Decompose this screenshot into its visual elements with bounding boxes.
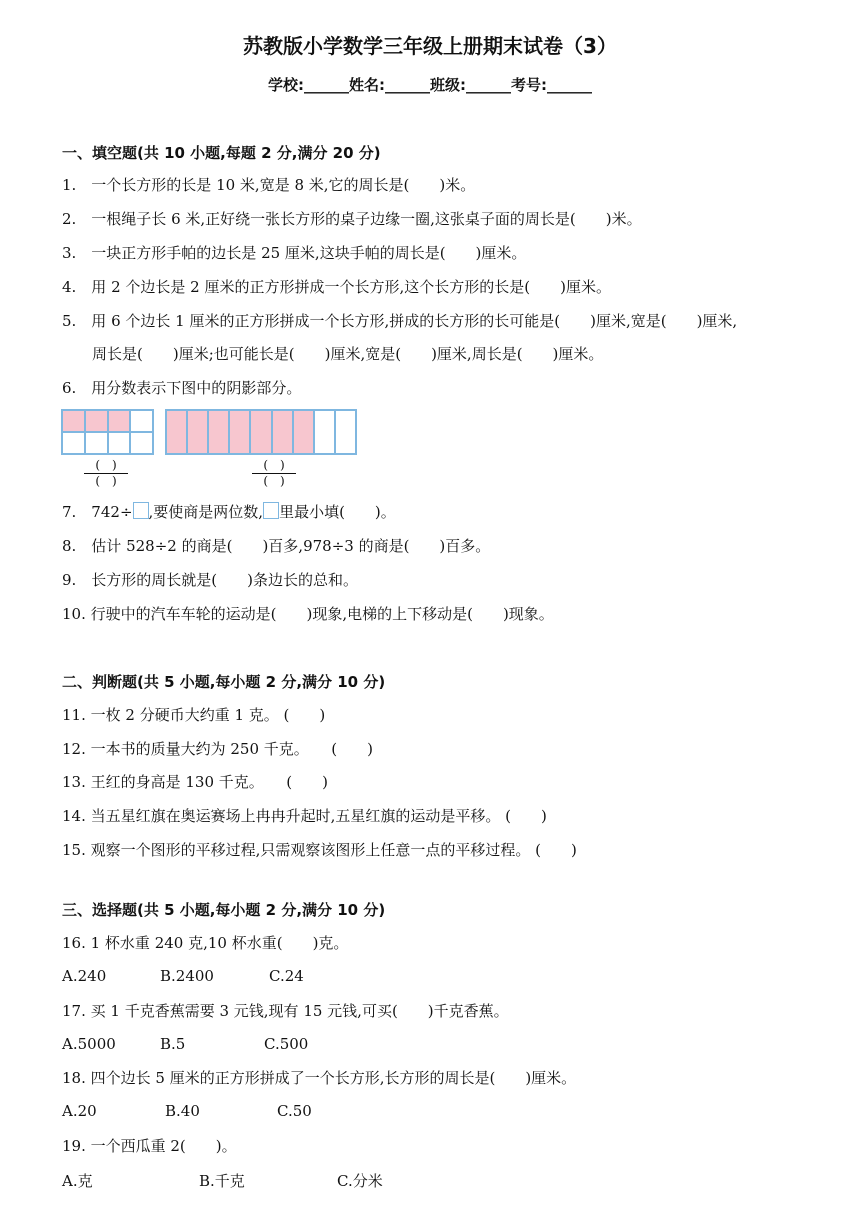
question-2: 2. 一根绳子长 6 米,正好绕一张长方形的桌子边缘一圈,这张桌子面的周长是( )米。: [62, 210, 642, 228]
question-11: 11. 一枚 2 分硬币大约重 1 克。 ( ): [62, 706, 326, 724]
fraction-figure-1: [61, 409, 154, 455]
blank-box: [133, 502, 149, 519]
question-14: 14. 当五星红旗在奥运赛场上冉冉升起时,五星红旗的运动是平移。 ( ): [62, 807, 547, 825]
question-19: 19. 一个西瓜重 2( )。: [62, 1137, 237, 1155]
fraction-figure-2: [165, 409, 357, 455]
option-c: C.50: [277, 1102, 312, 1120]
question-17: 17. 买 1 千克香蕉需要 3 元钱,现有 15 元钱,可买( )千克香蕉。: [62, 1002, 509, 1020]
question-12: 12. 一本书的质量大约为 250 千克。 ( ): [62, 740, 373, 758]
question-7: [62, 502, 396, 522]
question-6: 6. 用分数表示下图中的阴影部分。: [62, 379, 302, 397]
grid-cell-shaded: [293, 410, 314, 454]
page-title: 苏教版小学数学三年级上册期末试卷（3）: [243, 34, 617, 58]
question-7-part-2: ,要使商是两位数,: [148, 503, 264, 521]
grid-cell-shaded: [108, 410, 131, 432]
option-c: C.24: [269, 967, 304, 985]
question-15: 15. 观察一个图形的平移过程,只需观察该图形上任意一点的平移过程。 ( ): [62, 841, 577, 859]
fraction-answer-2: [252, 459, 296, 488]
grid-cell: [130, 432, 153, 454]
grid-cell-shaded: [166, 410, 187, 454]
question-7-part-3: 里最小填( )。: [279, 503, 396, 521]
question-16: 16. 1 杯水重 240 克,10 杯水重( )克。: [62, 934, 349, 952]
question-18: 18. 四个边长 5 厘米的正方形拼成了一个长方形,长方形的周长是( )厘米。: [62, 1069, 577, 1087]
blank-box: [263, 502, 279, 519]
option-c: C.500: [264, 1035, 309, 1053]
student-info-line: 学校:______姓名:______班级:______考号:______: [268, 76, 592, 94]
question-8: 8. 估计 528÷2 的商是( )百多,978÷3 的商是( )百多。: [62, 537, 491, 555]
grid-cell-shaded: [272, 410, 293, 454]
question-9: 9. 长方形的周长就是( )条边长的总和。: [62, 571, 359, 589]
question-4: 4. 用 2 个边长是 2 厘米的正方形拼成一个长方形,这个长方形的长是( )厘米。: [62, 278, 611, 296]
grid-cell-shaded: [187, 410, 208, 454]
option-a: A.240: [62, 967, 107, 985]
option-a: A.5000: [62, 1035, 116, 1053]
question-13: 13. 王红的身高是 130 千克。 ( ): [62, 773, 328, 791]
question-1: 1. 一个长方形的长是 10 米,宽是 8 米,它的周长是( )米。: [62, 176, 476, 194]
option-a: A.20: [62, 1102, 97, 1120]
option-c: C.分米: [337, 1172, 383, 1190]
denominator-blank: ( ): [95, 474, 117, 488]
option-a: A.克: [62, 1172, 93, 1190]
grid-cell-shaded: [62, 410, 85, 432]
option-b: B.40: [165, 1102, 200, 1120]
grid-cell-shaded: [208, 410, 229, 454]
grid-cell: [130, 410, 153, 432]
fraction-answer-1: [84, 459, 128, 488]
grid-cell: [108, 432, 131, 454]
grid-cell: [85, 432, 108, 454]
grid-cell: [62, 432, 85, 454]
section-3-heading: 三、选择题(共 5 小题,每小题 2 分,满分 10 分): [62, 901, 386, 919]
grid-cell-shaded: [85, 410, 108, 432]
grid-cell: [314, 410, 335, 454]
grid-cell-shaded: [250, 410, 271, 454]
question-10: 10. 行驶中的汽车车轮的运动是( )现象,电梯的上下移动是( )现象。: [62, 605, 554, 623]
numerator-blank: ( ): [95, 458, 117, 472]
question-5-line-2: 周长是( )厘米;也可能长是( )厘米,宽是( )厘米,周长是( )厘米。: [92, 345, 604, 363]
grid-cell-shaded: [229, 410, 250, 454]
denominator-blank: ( ): [263, 474, 285, 488]
option-b: B.千克: [199, 1172, 245, 1190]
question-3: 3. 一块正方形手帕的边长是 25 厘米,这块手帕的周长是( )厘米。: [62, 244, 527, 262]
numerator-blank: ( ): [263, 458, 285, 472]
question-5-line-1: 5. 用 6 个边长 1 厘米的正方形拼成一个长方形,拼成的长方形的长可能是( )厘米,宽是( )厘米,: [62, 312, 738, 330]
grid-cell: [335, 410, 356, 454]
question-7-part-1: 7. 742÷: [62, 503, 133, 521]
option-b: B.5: [160, 1035, 186, 1053]
option-b: B.2400: [160, 967, 214, 985]
section-1-heading: 一、填空题(共 10 小题,每题 2 分,满分 20 分): [62, 144, 381, 162]
section-2-heading: 二、判断题(共 5 小题,每小题 2 分,满分 10 分): [62, 673, 386, 691]
